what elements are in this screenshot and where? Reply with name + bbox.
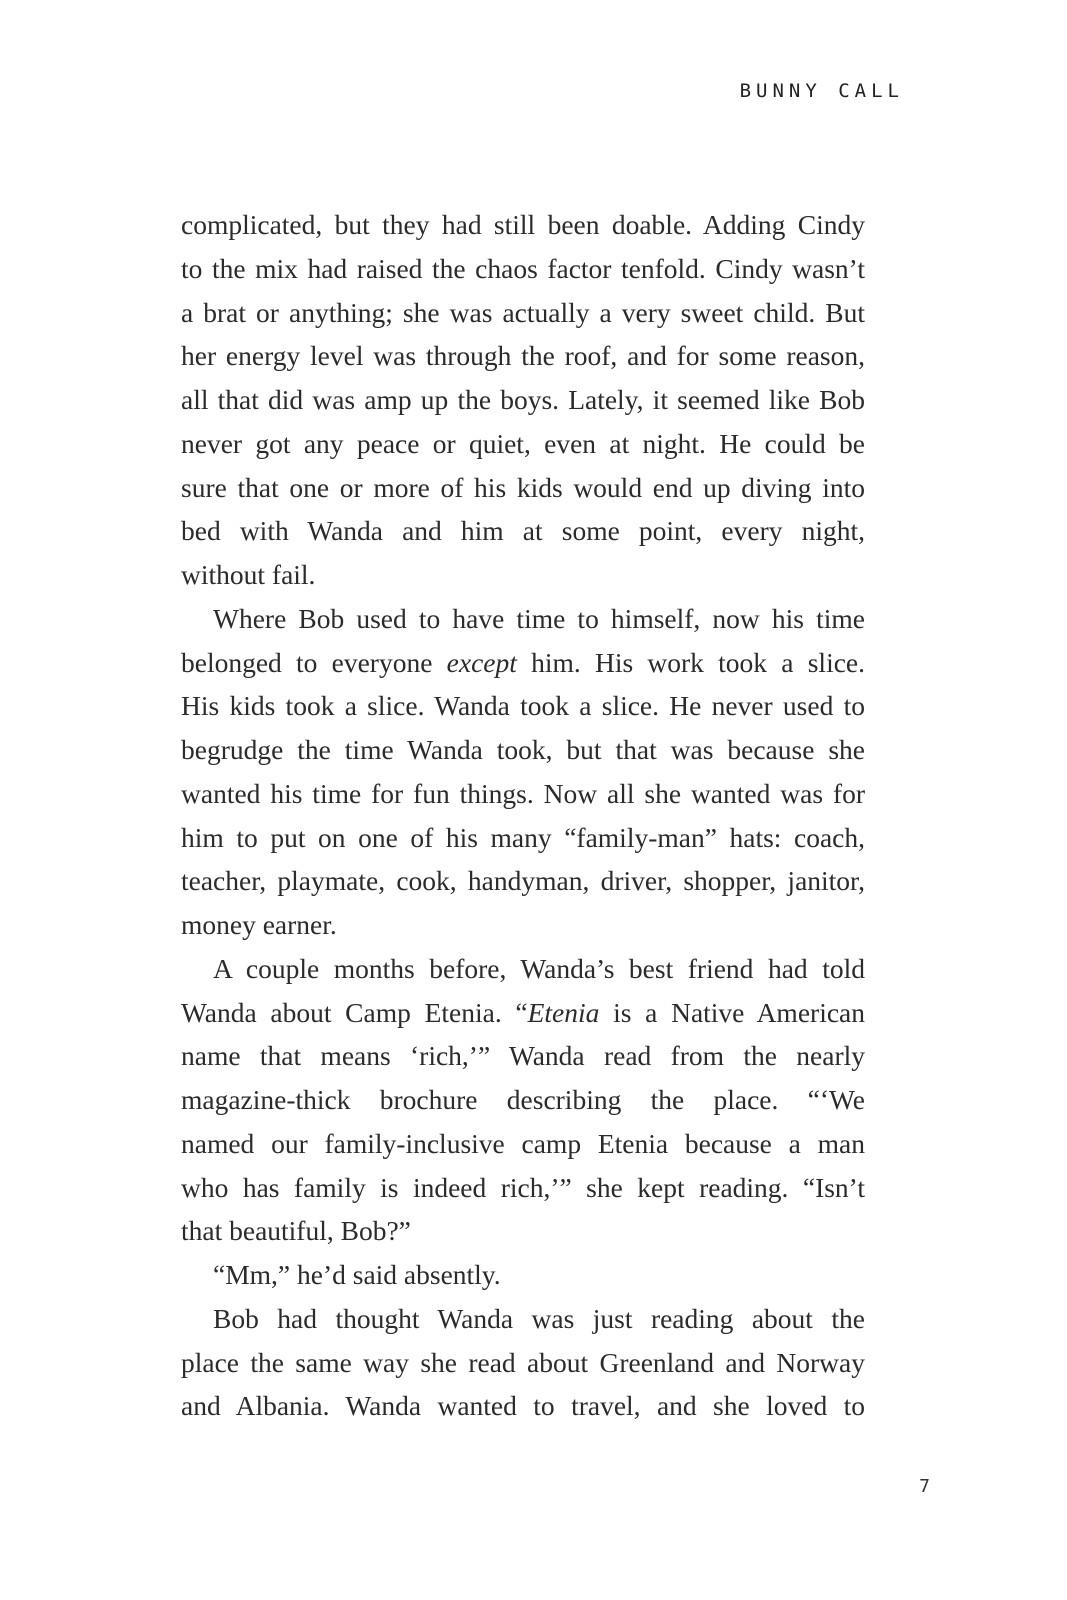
text-line: bed with Wanda and him at some point, every night,	[181, 515, 865, 547]
text-line: who has family is indeed rich,’” she kept reading. “Isn’t	[181, 1171, 865, 1203]
text-line: a brat or anything; she was actually a very sweet child. But	[181, 296, 865, 328]
text-line: begrudge the time Wanda took, but that was because she	[181, 734, 865, 765]
text-line: never got any peace or quiet, even at night. He could be	[181, 427, 865, 459]
text-line: belonged to everyone except him. His work took a slice.	[181, 646, 865, 678]
text-line: place the same way she read about Greenland and Norway	[181, 1346, 865, 1378]
text-line: that beautiful, Bob?”	[181, 1215, 411, 1247]
text-line: to the mix had raised the chaos factor tenfold. Cindy wasn’t	[181, 252, 865, 284]
text-line: named our family-inclusive camp Etenia because a man	[181, 1127, 865, 1159]
text-line: A couple months before, Wanda’s best friend had told	[213, 952, 865, 984]
text-line: Wanda about Camp Etenia. “Etenia is a Native American	[181, 996, 865, 1028]
text-line: him to put on one of his many “family-man” hats: coach,	[181, 821, 865, 853]
running-head: BUNNY CALL	[739, 80, 904, 102]
text-line: and Albania. Wanda wanted to travel, and she loved to	[181, 1390, 865, 1422]
text-line: all that did was amp up the boys. Lately, it seemed like Bob	[181, 384, 865, 415]
text-line: wanted his time for fun things. Now all she wanted was for	[181, 777, 865, 809]
text-line: money earner.	[181, 909, 337, 940]
text-line: complicated, but they had still been doable. Adding Cindy	[181, 209, 865, 240]
text-line: without fail.	[181, 559, 316, 590]
text-line: magazine-thick brochure describing the place. “‘We	[181, 1084, 865, 1115]
text-line: teacher, playmate, cook, handyman, driver, shopper, janitor,	[181, 865, 865, 897]
text-line: Where Bob used to have time to himself, now his time	[213, 602, 865, 634]
body-text	[181, 203, 865, 1428]
page-number: 7	[919, 1476, 930, 1497]
text-line: “Mm,” he’d said absently.	[213, 1259, 501, 1290]
text-line: name that means ‘rich,’” Wanda read from the nearly	[181, 1040, 865, 1072]
text-line: His kids took a slice. Wanda took a slice. He never used to	[181, 690, 865, 722]
text-line: her energy level was through the roof, and for some reason,	[181, 340, 865, 372]
text-line: sure that one or more of his kids would end up diving into	[181, 471, 865, 503]
text-line: Bob had thought Wanda was just reading about the	[213, 1302, 865, 1334]
